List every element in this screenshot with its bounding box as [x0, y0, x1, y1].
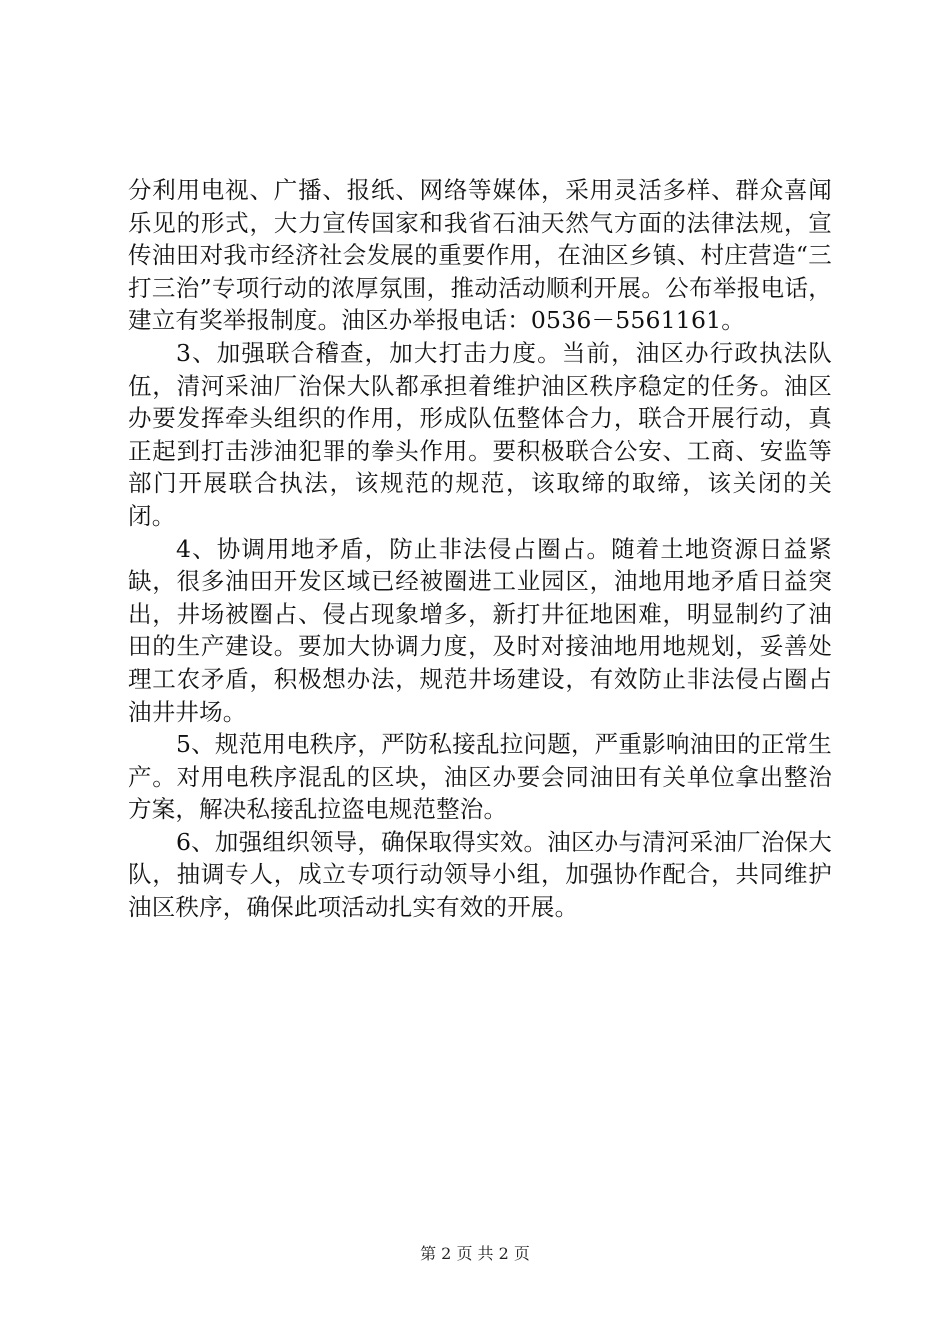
paragraph-item-5: 5、规范用电秩序，严防私接乱拉问题，严重影响油田的正常生产。对用电秩序混乱的区块，油区办要会同油田有关单位拿出整治方案，解决私接乱拉盗电规范整治。 [128, 730, 832, 824]
paragraph-item-4: 4、协调用地矛盾，防止非法侵占圈占。随着土地资源日益紧缺，很多油田开发区域已经被圈进工业园区，油地用地矛盾日益突出，井场被圈占、侵占现象增多，新打井征地困难，明显制约了油田的生产建设。要加大协调力度，及时对接油地用地规划，妥善处理工农矛盾，积极想办法，规范井场建设，有效防止非法侵占圈占油井井场。 [128, 534, 832, 726]
page-number-label: 第 2 页 共 2 页 [420, 1244, 530, 1263]
document-body [128, 174, 832, 924]
paragraph-continuation: 分利用电视、广播、报纸、网络等媒体，采用灵活多样、群众喜闻乐见的形式，大力宣传国家和我省石油天然气方面的法律法规，宣传油田对我市经济社会发展的重要作用，在油区乡镇、村庄营造“三打三治”专项行动的浓厚氛围，推动活动顺利开展。公布举报电话，建立有奖举报制度。油区办举报电话：0536－5561161。 [128, 176, 832, 335]
page-footer [0, 1244, 950, 1264]
paragraph-item-3: 3、加强联合稽查，加大打击力度。当前，油区办行政执法队伍，清河采油厂治保大队都承担着维护油区秩序稳定的任务。油区办要发挥牵头组织的作用，形成队伍整体合力，联合开展行动，真正起到打击涉油犯罪的拳头作用。要积极联合公安、工商、安监等部门开展联合执法，该规范的规范，该取缔的取缔，该关闭的关闭。 [128, 338, 832, 530]
paragraph-item-6: 6、加强组织领导，确保取得实效。油区办与清河采油厂治保大队，抽调专人，成立专项行动领导小组，加强协作配合，共同维护油区秩序，确保此项活动扎实有效的开展。 [128, 827, 832, 922]
